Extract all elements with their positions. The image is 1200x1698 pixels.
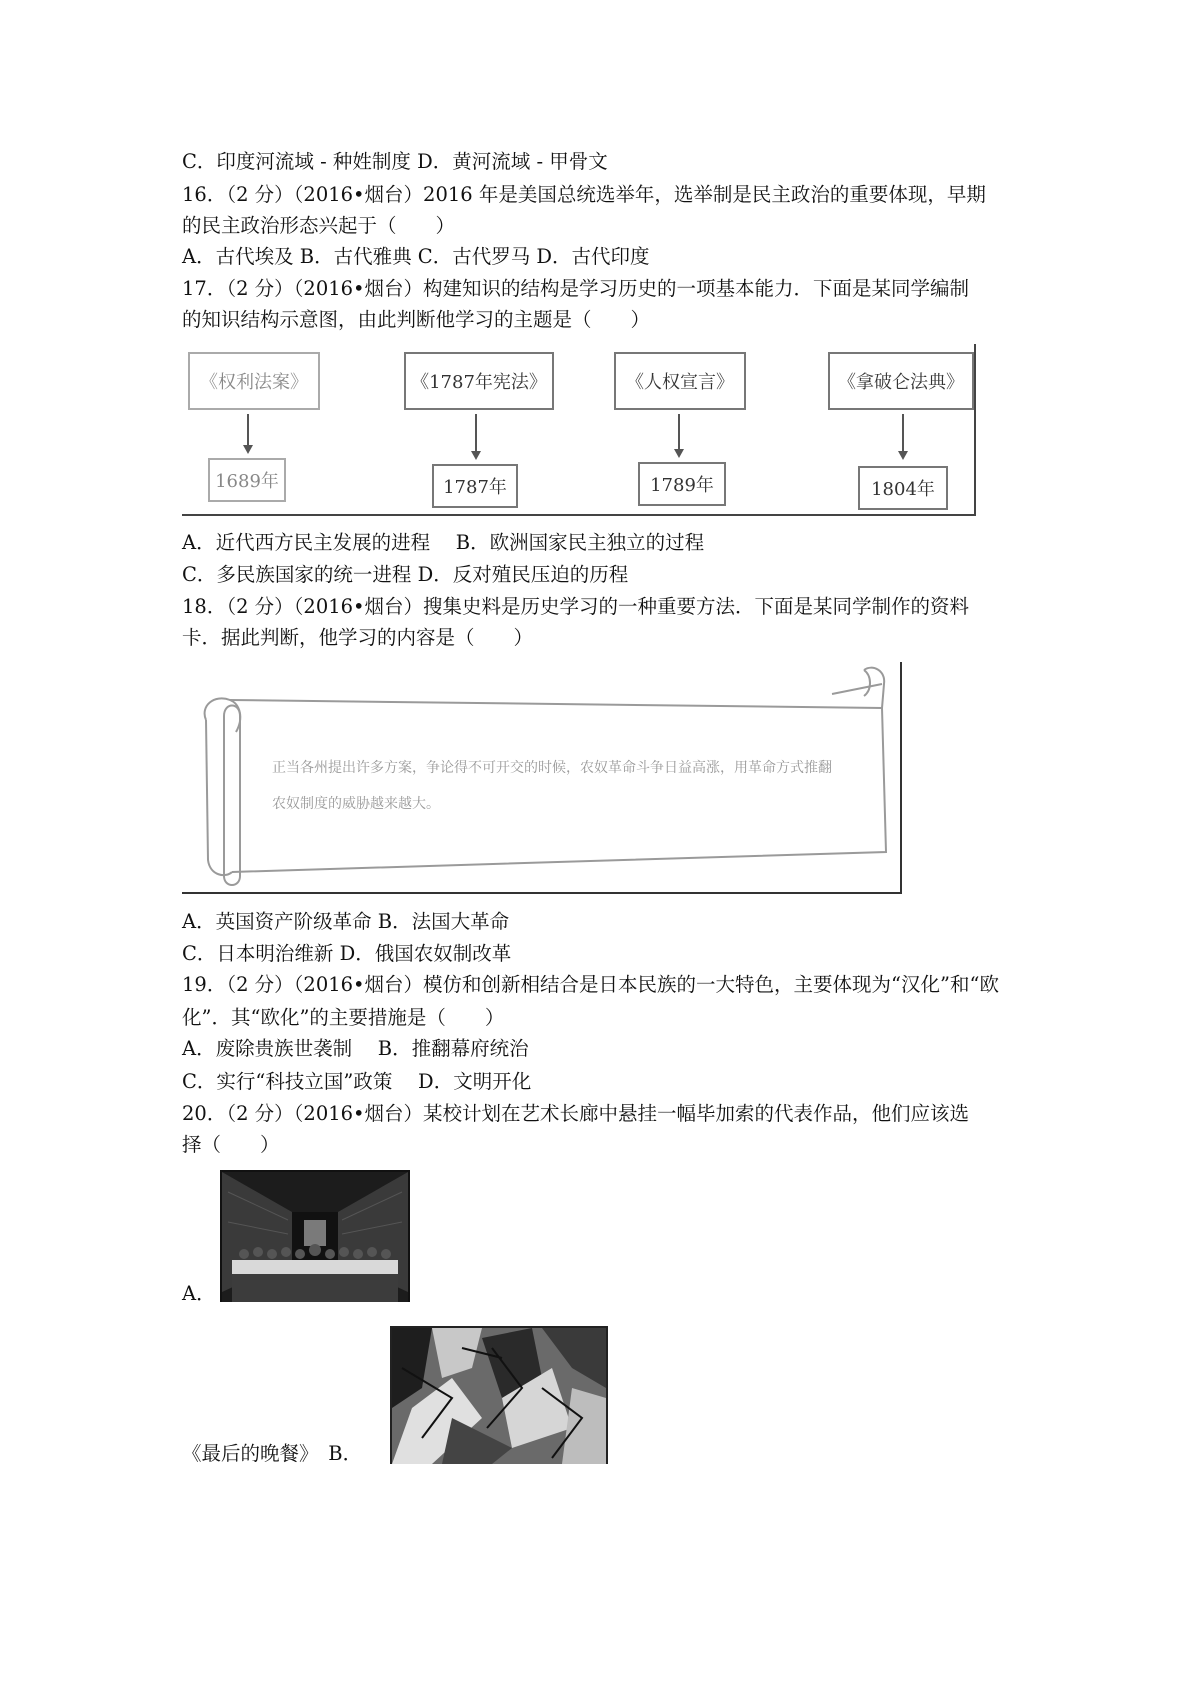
guernica-painting	[390, 1326, 608, 1464]
material-card-scroll	[182, 662, 902, 894]
doc-box-declaration-of-rights: 《人权宣言》	[614, 352, 746, 410]
q20-stem-line-1: 20．（2 分）（2016•烟台）某校计划在艺术长廊中悬挂一幅毕加索的代表作品，他们应该选	[182, 1102, 970, 1125]
year-box-1804: 1804年	[858, 466, 948, 510]
q19-stem-line-1: 19．（2 分）（2016•烟台）模仿和创新相结合是日本民族的一大特色，主要体现为“汉化”和“欧	[182, 973, 999, 996]
q19-stem-line-2: 化”．其“欧化”的主要措施是（ ）	[182, 1006, 505, 1029]
q17-stem-line-1: 17．（2 分）（2016•烟台）构建知识的结构是学习历史的一项基本能力．下面是某同学编制	[182, 277, 970, 300]
last-supper-painting	[220, 1170, 410, 1302]
q17-options-line-1: A．近代西方民主发展的进程 B．欧洲国家民主独立的过程	[182, 531, 705, 554]
q15-option-line: C．印度河流域 - 种姓制度 D．黄河流域 - 甲骨文	[182, 150, 608, 173]
arrow-down-icon	[475, 414, 477, 458]
painting-guernica-icon	[392, 1328, 606, 1464]
year-box-1689: 1689年	[208, 458, 286, 502]
knowledge-structure-diagram	[182, 344, 976, 516]
year-box-1789: 1789年	[638, 462, 726, 506]
option-a-label: A．	[182, 1282, 216, 1305]
q16-stem-line-2: 的民主政治形态兴起于（ ）	[182, 214, 456, 237]
year-box-1787: 1787年	[432, 464, 518, 508]
arrow-down-icon	[247, 414, 249, 452]
doc-box-1787-constitution: 《1787年宪法》	[404, 352, 554, 410]
q18-stem-line-2: 卡．据此判断，他学习的内容是（ ）	[182, 626, 534, 649]
arrow-down-icon	[678, 414, 680, 456]
material-card-text: 正当各州提出许多方案，争论得不可开交的时候，农奴革命斗争日益高涨，用革命方式推翻农奴制度的威胁越来越大。	[272, 760, 832, 812]
q17-options-line-2: C．多民族国家的统一进程 D．反对殖民压迫的历程	[182, 563, 629, 586]
doc-box-napoleonic-code: 《拿破仑法典》	[828, 352, 974, 410]
q20-stem-line-2: 择（ ）	[182, 1133, 280, 1156]
q19-options-line-2: C．实行“科技立国”政策 D．文明开化	[182, 1070, 532, 1093]
q16-options: A．古代埃及 B．古代雅典 C．古代罗马 D．古代印度	[182, 245, 650, 268]
q19-options-line-1: A．废除贵族世袭制 B．推翻幕府统治	[182, 1037, 529, 1060]
painting-last-supper-icon	[222, 1172, 408, 1302]
q18-options-line-1: A．英国资产阶级革命 B．法国大革命	[182, 910, 510, 933]
q18-stem-line-1: 18．（2 分）（2016•烟台）搜集史料是历史学习的一种重要方法．下面是某同学制作的资料	[182, 595, 970, 618]
arrow-down-icon	[902, 414, 904, 458]
last-supper-caption-and-option-b-label: 《最后的晚餐》 B．	[182, 1442, 363, 1465]
doc-box-bill-of-rights: 《权利法案》	[188, 352, 320, 410]
q18-options-line-2: C．日本明治维新 D．俄国农奴制改革	[182, 942, 512, 965]
q16-stem-line-1: 16．（2 分）（2016•烟台）2016 年是美国总统选举年，选举制是民主政治的重要体现，早期	[182, 183, 986, 206]
q17-stem-line-2: 的知识结构示意图，由此判断他学习的主题是（ ）	[182, 308, 651, 331]
